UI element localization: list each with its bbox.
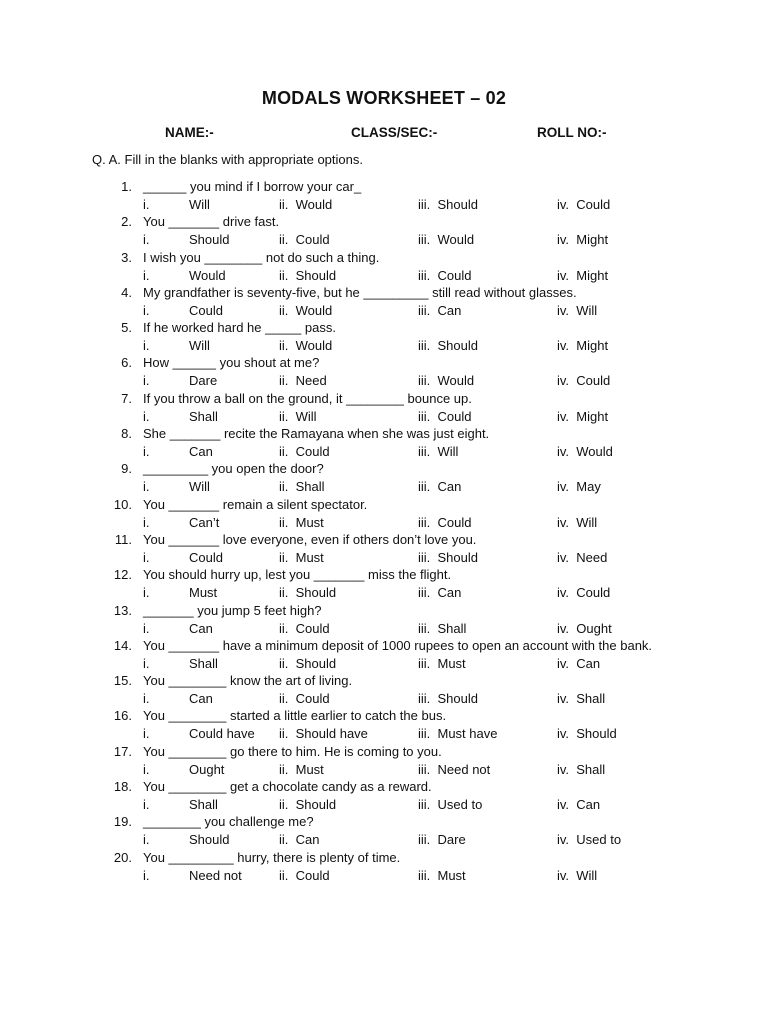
option-iii: iii. Should	[418, 691, 478, 707]
option-iv-text: Would	[576, 444, 613, 460]
option-iii-text: Could	[437, 408, 472, 424]
option-iii-text: Should	[437, 691, 478, 707]
option-iv: iv. Could	[557, 197, 611, 212]
option-ii: ii. Would	[279, 302, 333, 318]
question-text: _______ you jump 5 feet high?	[143, 602, 322, 618]
option-iv-text: Might	[576, 338, 609, 354]
option-i-text: Will	[189, 338, 210, 354]
option-i: i. Could	[143, 302, 223, 318]
option-i-text: Must	[189, 585, 218, 601]
question-text: ________ you challenge me?	[143, 814, 314, 830]
option-iv-text: Could	[576, 197, 611, 212]
option-iii: iii. Would	[418, 373, 475, 389]
question-number: 6.	[121, 355, 132, 371]
option-iii: iii. Need not	[418, 761, 491, 777]
question-text: You _______ have a minimum deposit of 1000 rupees to open an account with the bank.	[143, 637, 653, 653]
option-ii-text: Could	[295, 691, 330, 707]
instruction-text: Q. A. Fill in the blanks with appropriate options.	[92, 152, 363, 167]
option-i-text: Could	[189, 302, 223, 318]
option-iv-text: Can	[576, 655, 601, 671]
option-iv-text: Might	[576, 267, 609, 283]
option-ii: ii. Should have	[279, 726, 368, 742]
option-ii: ii. Would	[279, 197, 333, 212]
question-number: 8.	[121, 426, 132, 442]
question-number: 7.	[121, 390, 132, 406]
question-item	[0, 214, 768, 249]
option-iii: iii. Will	[418, 444, 459, 460]
question-item	[0, 779, 768, 814]
option-ii: ii. Should	[279, 267, 337, 283]
question-text: You _______ love everyone, even if others don’t love you.	[143, 531, 477, 547]
option-iii-text: Should	[437, 338, 478, 354]
option-i: i. Shall	[143, 797, 218, 813]
option-ii-text: Could	[295, 444, 330, 460]
option-ii-text: Will	[295, 408, 317, 424]
question-text: You _________ hurry, there is plenty of time.	[143, 849, 401, 865]
option-i: i. Ought	[143, 761, 225, 777]
question-number: 5.	[121, 320, 132, 336]
question-number: 10.	[113, 496, 132, 512]
option-iv-text: Shall	[576, 691, 606, 707]
option-ii: ii. Must	[279, 514, 324, 530]
option-ii: ii. Must	[279, 761, 324, 777]
question-item	[0, 850, 768, 885]
option-iv-text: Will	[576, 867, 598, 883]
option-iv-text: Will	[576, 514, 598, 530]
option-i: i. Shall	[143, 655, 218, 671]
option-i-text: Can	[189, 444, 213, 460]
option-i-text: Would	[189, 267, 226, 283]
option-iii-text: Must	[437, 655, 466, 671]
option-iv: iv. Ought	[557, 620, 612, 636]
question-number: 14.	[113, 637, 132, 653]
question-text: If he worked hard he _____ pass.	[143, 320, 336, 336]
option-iv-text: May	[576, 479, 601, 495]
option-iv: iv. Shall	[557, 691, 606, 707]
option-iv-text: Should	[576, 726, 617, 742]
option-iii-text: Need not	[437, 761, 491, 777]
question-text: You ________ go there to him. He is coming to you.	[143, 743, 442, 759]
option-iv: iv. Will	[557, 302, 598, 318]
option-iii: iii. Would	[418, 232, 475, 248]
option-ii: ii. Should	[279, 585, 337, 601]
question-item	[0, 603, 768, 638]
option-iii: iii. Could	[418, 408, 472, 424]
option-ii: ii. Will	[279, 408, 317, 424]
question-number: 15.	[113, 673, 132, 689]
option-iv-text: Need	[576, 549, 608, 565]
option-ii-text: Would	[295, 197, 333, 212]
question-number: 20.	[113, 849, 132, 865]
question-item	[0, 285, 768, 320]
question-item	[0, 814, 768, 849]
option-i-text: Shall	[189, 797, 218, 813]
question-item	[0, 673, 768, 708]
option-iii-text: Should	[437, 549, 478, 565]
option-iv: iv. Need	[557, 549, 608, 565]
question-text: You should hurry up, lest you _______ miss the flight.	[143, 567, 452, 583]
option-ii-text: Shall	[295, 479, 325, 495]
option-i: i. Should	[143, 232, 230, 248]
option-i-text: Could have	[189, 726, 255, 742]
option-iv-text: Could	[576, 585, 611, 601]
option-i-text: Could	[189, 549, 223, 565]
question-item	[0, 250, 768, 285]
question-item	[0, 355, 768, 390]
option-ii: ii. Could	[279, 867, 330, 883]
option-iv-text: Will	[576, 302, 598, 318]
option-iv: iv. Might	[557, 267, 609, 283]
option-ii: ii. Could	[279, 232, 330, 248]
question-number: 18.	[113, 779, 132, 795]
option-i-text: Will	[189, 479, 210, 495]
option-i-text: Shall	[189, 408, 218, 424]
option-iii-text: Used to	[437, 797, 483, 813]
option-iv: iv. Could	[557, 585, 611, 601]
option-iv-text: Used to	[576, 832, 622, 848]
option-iv: iv. Would	[557, 444, 613, 460]
option-iii-text: Will	[437, 444, 459, 460]
question-text: You _______ remain a silent spectator.	[143, 496, 368, 512]
option-ii-text: Would	[295, 302, 333, 318]
option-ii-text: Must	[295, 514, 324, 530]
option-i: i. Will	[143, 479, 210, 495]
option-i: i. Can	[143, 444, 213, 460]
option-i: i. Must	[143, 585, 218, 601]
option-iv-text: Might	[576, 408, 609, 424]
option-ii: ii. Can	[279, 832, 320, 848]
option-iii: iii. Can	[418, 585, 462, 601]
option-iii-text: Dare	[437, 832, 466, 848]
option-i: i. Will	[143, 197, 210, 212]
option-ii: ii. Must	[279, 549, 324, 565]
option-ii-text: Must	[295, 549, 324, 565]
option-ii-text: Should	[295, 585, 337, 601]
option-i: i. Should	[143, 832, 230, 848]
question-list	[0, 179, 768, 885]
roll-number-field-label: ROLL NO:-	[537, 125, 607, 140]
option-i-text: Can	[189, 620, 213, 636]
option-iii-text: Would	[437, 232, 475, 248]
question-item	[0, 567, 768, 602]
option-iii: iii. Can	[418, 479, 462, 495]
option-iv: iv. Will	[557, 867, 598, 883]
option-iii-text: Should	[437, 197, 478, 212]
option-i-text: Can’t	[189, 514, 220, 530]
option-iii-text: Must	[437, 867, 466, 883]
option-ii: ii. Shall	[279, 479, 325, 495]
question-number: 3.	[121, 249, 132, 265]
question-item	[0, 320, 768, 355]
option-iii: iii. Must	[418, 867, 466, 883]
option-ii-text: Should have	[295, 726, 368, 742]
option-iv: iv. Might	[557, 232, 609, 248]
option-i-text: Should	[189, 832, 230, 848]
option-iii-text: Can	[437, 585, 462, 601]
option-ii-text: Would	[295, 338, 333, 354]
worksheet-title: MODALS WORKSHEET – 02	[261, 88, 507, 108]
option-iv-text: Might	[576, 232, 609, 248]
option-iv: iv. Could	[557, 373, 611, 389]
option-i: i. Can’t	[143, 514, 220, 530]
option-iii-text: Must have	[437, 726, 498, 742]
question-number: 17.	[113, 743, 132, 759]
option-iv: iv. Might	[557, 408, 609, 424]
option-ii-text: Should	[295, 655, 337, 671]
question-item	[0, 638, 768, 673]
question-number: 9.	[121, 461, 132, 477]
question-text: _________ you open the door?	[143, 461, 324, 477]
option-i: i. Shall	[143, 408, 218, 424]
question-text: You _______ drive fast.	[143, 214, 280, 230]
option-ii: ii. Could	[279, 620, 330, 636]
option-iv: iv. May	[557, 479, 601, 495]
question-text: How ______ you shout at me?	[143, 355, 320, 371]
question-text: I wish you ________ not do such a thing.	[143, 249, 380, 265]
option-ii-text: Could	[295, 867, 330, 883]
option-ii: ii. Would	[279, 338, 333, 354]
option-iii-text: Could	[437, 267, 472, 283]
option-i-text: Need not	[189, 867, 242, 883]
option-iii: iii. Must have	[418, 726, 498, 742]
option-ii: ii. Should	[279, 797, 337, 813]
option-iv-text: Ought	[576, 620, 612, 636]
option-iv: iv. Shall	[557, 761, 606, 777]
option-iv: iv. Should	[557, 726, 617, 742]
option-i-text: Should	[189, 232, 230, 248]
option-iii: iii. Should	[418, 338, 478, 354]
question-number: 19.	[113, 814, 132, 830]
option-ii: ii. Could	[279, 691, 330, 707]
option-iv: iv. Might	[557, 338, 609, 354]
option-i-text: Dare	[189, 373, 218, 389]
question-number: 4.	[121, 284, 132, 300]
option-ii: ii. Should	[279, 655, 337, 671]
question-item	[0, 744, 768, 779]
option-ii-text: Could	[295, 620, 330, 636]
option-iii: iii. Used to	[418, 797, 483, 813]
option-iv-text: Shall	[576, 761, 606, 777]
option-i: i. Can	[143, 691, 213, 707]
option-iii-text: Shall	[437, 620, 467, 636]
option-iii: iii. Dare	[418, 832, 466, 848]
question-text: You ________ started a little earlier to catch the bus.	[143, 708, 447, 724]
option-i: i. Will	[143, 338, 210, 354]
option-i-text: Shall	[189, 655, 218, 671]
option-i: i. Could have	[143, 726, 255, 742]
question-item	[0, 391, 768, 426]
option-i: i. Could	[143, 549, 223, 565]
option-i-text: Can	[189, 691, 213, 707]
question-text: ______ you mind if I borrow your car_	[143, 179, 362, 194]
question-number: 1.	[121, 179, 132, 194]
option-iii-text: Can	[437, 302, 462, 318]
option-iii: iii. Should	[418, 197, 478, 212]
class-section-field-label: CLASS/SEC:-	[351, 125, 438, 140]
option-i-text: Will	[189, 197, 210, 212]
question-item	[0, 708, 768, 743]
option-i: i. Would	[143, 267, 226, 283]
option-i-text: Ought	[189, 761, 225, 777]
option-i: i. Need not	[143, 867, 242, 883]
option-iii: iii. Could	[418, 514, 472, 530]
option-iii: iii. Could	[418, 267, 472, 283]
question-item	[0, 179, 768, 214]
option-i: i. Can	[143, 620, 213, 636]
option-ii-text: Should	[295, 797, 337, 813]
option-iv: iv. Used to	[557, 832, 622, 848]
question-number: 11.	[114, 531, 132, 547]
option-ii: ii. Need	[279, 373, 327, 389]
option-ii-text: Must	[295, 761, 324, 777]
option-iii: iii. Should	[418, 549, 478, 565]
option-ii-text: Should	[295, 267, 337, 283]
question-text: You ________ know the art of living.	[143, 673, 353, 689]
question-item	[0, 532, 768, 567]
option-iii: iii. Must	[418, 655, 466, 671]
option-iv-text: Could	[576, 373, 611, 389]
question-item	[0, 461, 768, 496]
question-text: She _______ recite the Ramayana when she was just eight.	[143, 426, 490, 442]
option-iv: iv. Will	[557, 514, 598, 530]
question-number: 2.	[121, 214, 132, 230]
option-ii: ii. Could	[279, 444, 330, 460]
question-number: 16.	[113, 708, 132, 724]
question-number: 12.	[113, 567, 132, 583]
name-field-label: NAME:-	[165, 125, 214, 140]
question-item	[0, 426, 768, 461]
question-text: My grandfather is seventy-five, but he _________ still read without glasses.	[143, 284, 577, 300]
option-ii-text: Could	[295, 232, 330, 248]
option-iv: iv. Can	[557, 797, 601, 813]
option-iii-text: Can	[437, 479, 462, 495]
option-iv: iv. Can	[557, 655, 601, 671]
option-iii: iii. Shall	[418, 620, 467, 636]
question-number: 13.	[113, 602, 132, 618]
option-iii: iii. Can	[418, 302, 462, 318]
question-text: If you throw a ball on the ground, it ________ bounce up.	[143, 390, 472, 406]
option-ii-text: Need	[295, 373, 327, 389]
option-i: i. Dare	[143, 373, 218, 389]
question-item	[0, 497, 768, 532]
option-iii-text: Would	[437, 373, 475, 389]
option-iv-text: Can	[576, 797, 601, 813]
option-ii-text: Can	[295, 832, 320, 848]
question-text: You ________ get a chocolate candy as a reward.	[143, 779, 432, 795]
option-iii-text: Could	[437, 514, 472, 530]
